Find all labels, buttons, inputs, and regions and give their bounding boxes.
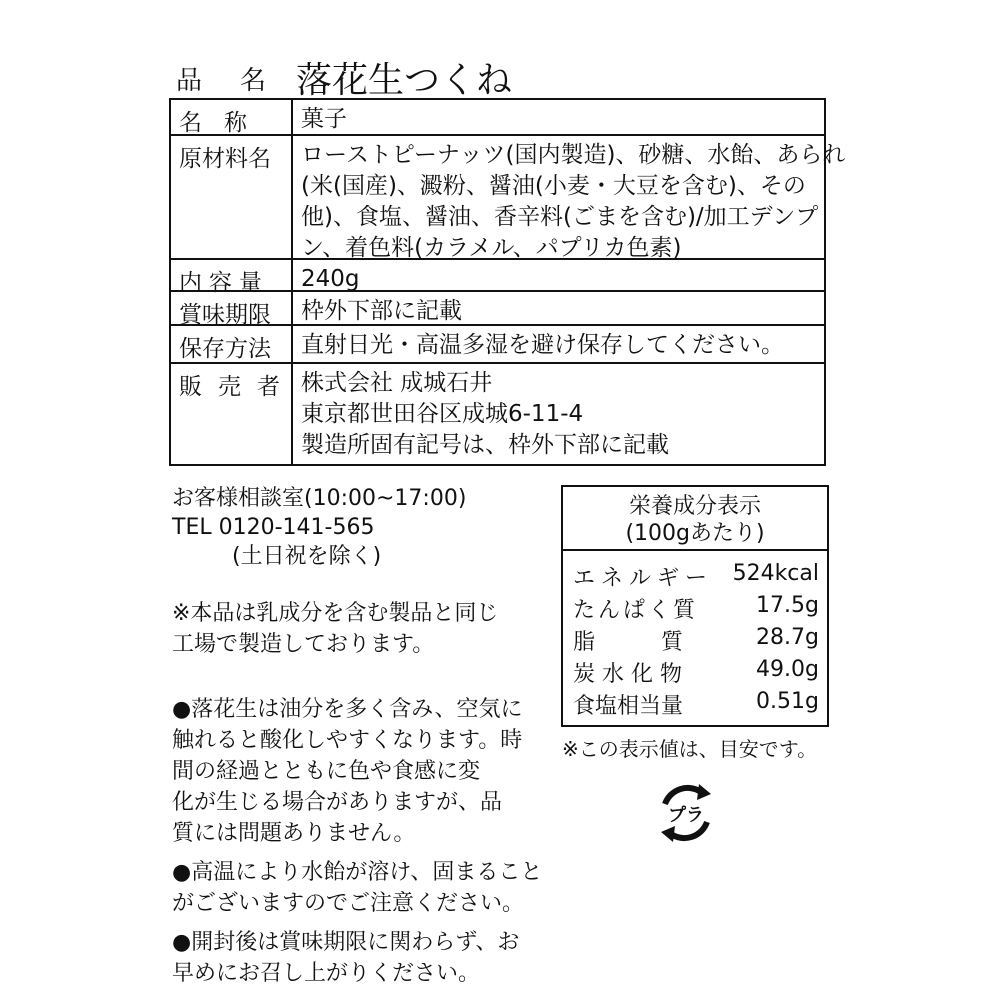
value-line: ローストピーナッツ(国内製造)、砂糖、水飴、あられ (301, 142, 846, 168)
nutrition-table (561, 485, 829, 727)
nutrition-subtitle: (100gあたり) (625, 521, 765, 546)
nutrition-row (573, 657, 819, 687)
row-content-amount (171, 258, 824, 296)
row-storage (171, 324, 824, 364)
nutrient-name: 炭 水 化 物 (573, 662, 682, 687)
nutrition-row (573, 689, 819, 719)
nutrient-value: 0.51g (756, 689, 819, 714)
product-name-value: 落花生つくね (296, 60, 513, 101)
svg-text:プラ: プラ (668, 805, 704, 826)
value-line: 株式会社 成城石井 (301, 370, 493, 396)
row-label: 名称 (179, 110, 269, 136)
row-label: 賞味期限 (179, 302, 271, 328)
note-line: 工場で製造しております。 (172, 632, 435, 657)
value-line: 東京都世田谷区成城6-11-4 (301, 401, 584, 427)
note-line: ※本品は乳成分を含む製品と同じ (172, 601, 499, 626)
nutrient-name: 食塩相当量 (573, 694, 684, 719)
note-line: 間の経過とともに色や食感に変 (172, 759, 481, 784)
row-value (301, 140, 846, 264)
nutrient-name: たんぱく質 (573, 598, 699, 623)
nutrition-row (573, 593, 819, 623)
value-line: 直射日光・高温多湿を避け保存してください。 (301, 332, 784, 358)
nutrient-value: 524kcal (732, 561, 819, 586)
note-oxidation (172, 694, 552, 849)
row-label: 保存方法 (179, 336, 271, 362)
nutrition-note: ※この表示値は、目安です。 (562, 737, 818, 761)
row-seller (171, 362, 824, 466)
value-line: 菓子 (301, 106, 347, 132)
value-line: ン、着色料(カラメル、パプリカ色素) (301, 235, 682, 261)
nutrient-name: 脂 質 (573, 630, 684, 655)
recycle-plastic-icon (655, 782, 717, 844)
nutrient-name: エネルギー (573, 566, 714, 591)
row-value (301, 296, 821, 327)
nutrient-value: 17.5g (756, 593, 819, 618)
row-value (301, 368, 821, 461)
row-ingredients (171, 134, 846, 261)
row-label: 内容量 (179, 270, 269, 296)
value-line: 240g (301, 266, 360, 292)
note-high-temperature (172, 857, 552, 919)
note-line: ●高温により水飴が溶け、固まること (172, 860, 543, 885)
customer-contact (172, 484, 466, 571)
row-value (301, 104, 821, 135)
row-name (171, 100, 824, 134)
product-name-row (176, 52, 826, 101)
product-notes (172, 598, 552, 989)
nutrition-row (573, 625, 819, 655)
nutrition-title: 栄養成分表示 (628, 494, 761, 519)
value-line: 他)、食塩、醤油、香辛料(ごまを含む)/加工デンプ (301, 204, 819, 230)
row-value (301, 330, 821, 361)
row-best-before (171, 290, 824, 326)
note-line: がございますのでご注意ください。 (172, 891, 525, 916)
note-line: 化が生じる場合がありますが、品 (172, 790, 503, 815)
nutrient-value: 28.7g (756, 625, 819, 650)
note-line: 触れると酸化しやすくなります。時 (172, 728, 523, 753)
note-line: ●開封後は賞味期限に関わらず、お (172, 930, 520, 955)
product-name-label: 品名 (176, 66, 305, 96)
note-line: 早めにお召し上がりください。 (172, 961, 481, 986)
contact-phone: TEL 0120-141-565 (172, 515, 375, 540)
row-label: 販売者 (179, 374, 296, 400)
nutrition-header (563, 487, 827, 551)
contact-closed-days: (土日祝を除く) (232, 544, 382, 569)
value-line: 枠外下部に記載 (301, 298, 462, 324)
label-table (169, 98, 846, 466)
value-line: 製造所固有記号は、枠外下部に記載 (301, 432, 669, 458)
nutrient-value: 49.0g (756, 657, 819, 682)
allergen-note (172, 598, 552, 660)
value-line: (米(国産)、澱粉、醤油(小麦・大豆を含む)、その (301, 173, 806, 199)
note-line: 質には問題ありません。 (172, 821, 416, 846)
contact-hours: お客様相談室(10:00~17:00) (172, 486, 467, 511)
row-label: 原材料名 (179, 146, 271, 172)
nutrition-row (573, 561, 819, 591)
note-line: ●落花生は油分を多く含み、空気に (172, 697, 523, 722)
note-after-opening (172, 927, 552, 989)
